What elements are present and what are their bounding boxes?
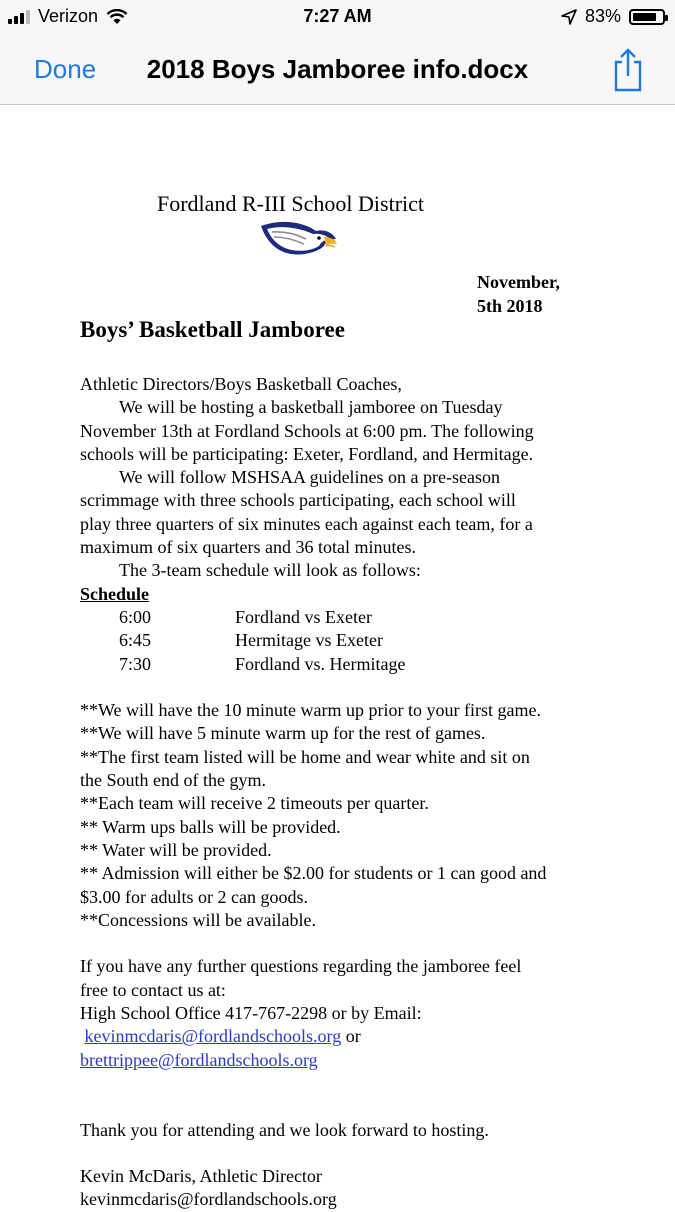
schedule-row	[80, 629, 620, 652]
schedule-time: 7:30	[119, 653, 152, 674]
para1-line1: We will be hosting a basketball jamboree on Tuesday	[119, 397, 503, 418]
para1-line2: November 13th at Fordland Schools at 6:00 pm. The following	[80, 420, 534, 441]
nav-bar	[0, 36, 675, 105]
status-bar-right	[561, 6, 665, 27]
note-line: **Concessions will be available.	[80, 909, 316, 930]
district-name: Fordland R-III School District	[157, 191, 425, 216]
schedule-match: Hermitage vs Exeter	[235, 630, 383, 651]
contact-line3: High School Office 417-767-2298 or by Email:	[80, 1003, 422, 1024]
battery-nub	[665, 15, 668, 21]
schedule-row	[80, 606, 620, 629]
document-viewer[interactable]	[0, 105, 675, 1210]
note-line: **The first team listed will be home and wear white and sit on	[80, 746, 530, 767]
location-arrow-icon	[561, 9, 577, 25]
signature-email: kevinmcdaris@fordlandschools.org	[80, 1189, 337, 1210]
status-bar-time: 7:27 AM	[303, 6, 372, 26]
note-line: **We will have 5 minute warm up for the rest of games.	[80, 723, 486, 744]
letter-date	[477, 270, 560, 318]
battery-icon	[629, 9, 665, 25]
signature-name: Kevin McDaris, Athletic Director	[80, 1166, 322, 1187]
schedule-title: Schedule	[80, 583, 150, 604]
email-link-brett[interactable]: brettrippee@fordlandschools.org	[80, 1049, 318, 1070]
para2-line2: scrimmage with three schools participating, each school will	[80, 490, 516, 511]
email-line	[80, 1025, 620, 1048]
date-line-2: 5th 2018	[477, 296, 543, 316]
note-line: ** Warm ups balls will be provided.	[80, 816, 341, 837]
note-line: ** Admission will either be $2.00 for students or 1 can good and	[80, 863, 547, 884]
spacer	[80, 932, 620, 955]
schedule-row	[80, 653, 620, 676]
salutation: Athletic Directors/Boys Basketball Coaches,	[80, 374, 402, 394]
para3: The 3-team schedule will look as follows:	[119, 560, 421, 581]
email-link-kevin[interactable]: kevinmcdaris@fordlandschools.org	[84, 1026, 342, 1047]
contact-line1: If you have any further questions regarding the jamboree feel	[80, 956, 522, 977]
note-line: **Each team will receive 2 timeouts per quarter.	[80, 793, 429, 814]
eagle-logo	[258, 219, 338, 259]
thanks-line: Thank you for attending and we look forward to hosting.	[80, 1119, 489, 1140]
email-line-2	[80, 1049, 620, 1072]
date-line-1: November,	[477, 272, 560, 292]
share-icon[interactable]	[611, 46, 645, 94]
note-line: $3.00 for adults or 2 can goods.	[80, 886, 308, 907]
contact-line2: free to contact us at:	[80, 979, 226, 1000]
battery-percent: 83%	[584, 6, 621, 26]
schedule-time: 6:00	[119, 606, 152, 627]
para1-line3: schools will be participating: Exeter, Fordland, and Hermitage.	[80, 443, 534, 464]
schedule-match: Fordland vs Exeter	[235, 606, 372, 627]
note-line: the South end of the gym.	[80, 770, 266, 791]
done-button[interactable]: Done	[34, 54, 97, 84]
spacer	[80, 1142, 620, 1165]
battery-fill	[633, 13, 656, 21]
carrier-name: Verizon	[38, 6, 99, 26]
spacer	[80, 676, 620, 699]
spacer	[80, 1072, 620, 1119]
para2-line4: maximum of six quarters and 36 total minutes.	[80, 537, 416, 558]
schedule-match: Fordland vs. Hermitage	[235, 653, 406, 674]
para2-line3: play three quarters of six minutes each against each team, for a	[80, 513, 533, 534]
or-text: or	[341, 1026, 361, 1047]
note-line: **We will have the 10 minute warm up prior to your first game.	[80, 700, 541, 721]
schedule-time: 6:45	[119, 630, 152, 651]
letter-heading: Boys’ Basketball Jamboree	[80, 317, 345, 342]
para2-line1: We will follow MSHSAA guidelines on a pre-season	[119, 467, 501, 488]
note-line: ** Water will be provided.	[80, 839, 272, 860]
document-title: 2018 Boys Jamboree info.docx	[146, 54, 529, 84]
status-bar	[0, 0, 675, 36]
letter-body	[80, 373, 620, 1212]
